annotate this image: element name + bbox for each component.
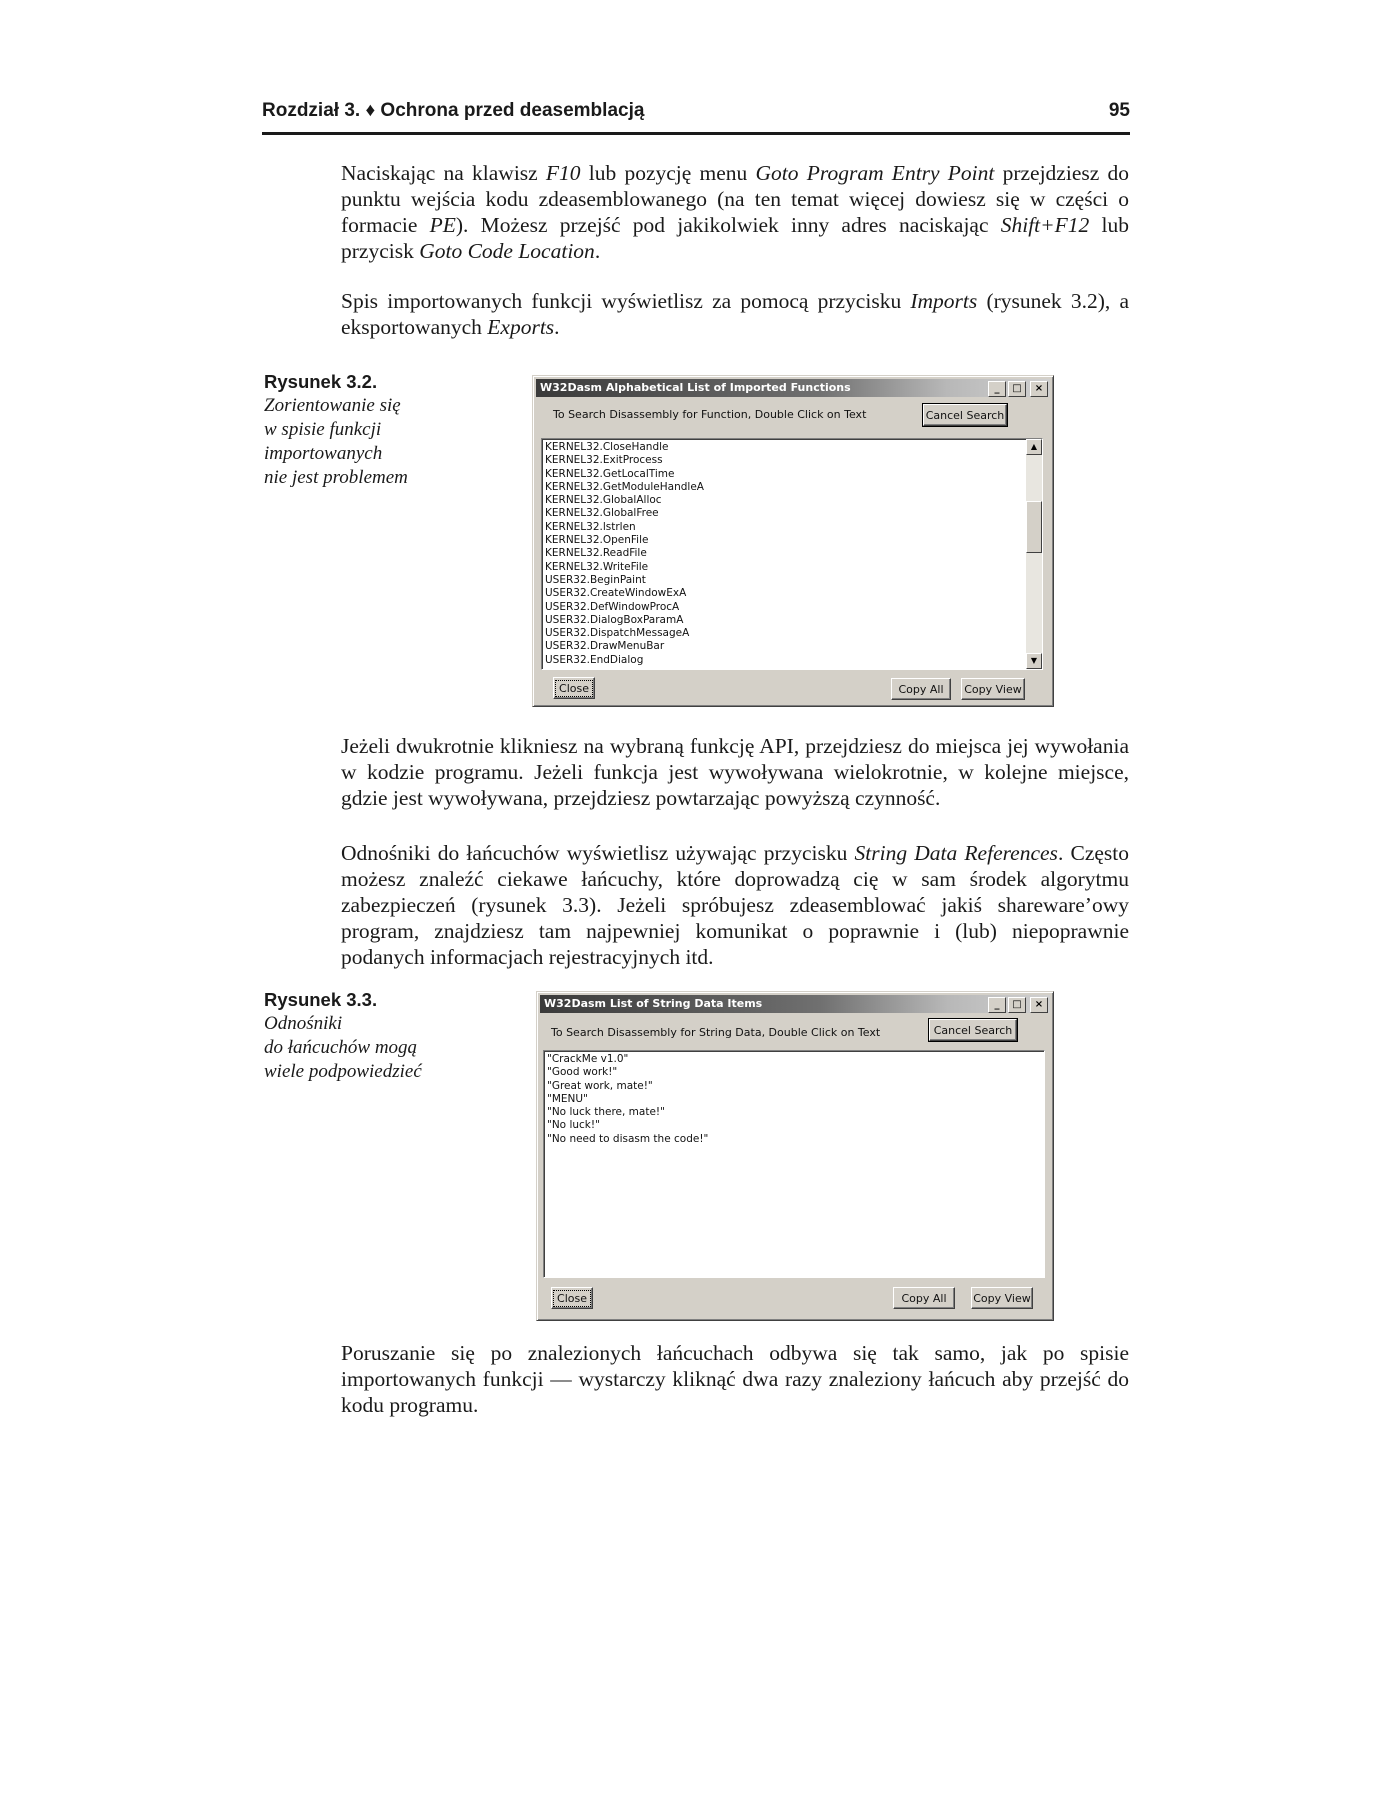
copy-all-label: Copy All: [898, 683, 944, 696]
scroll-thumb[interactable]: [1026, 501, 1042, 553]
copy-view-button[interactable]: [971, 1287, 1033, 1309]
imports-listbox[interactable]: [541, 438, 1043, 670]
paragraph-imports: [341, 288, 1129, 340]
search-hint: To Search Disassembly for Function, Double Click on Text: [553, 408, 867, 421]
emphasized-term: F10: [545, 161, 581, 185]
window-title: W32Dasm Alphabetical List of Imported Functions: [540, 381, 851, 394]
emphasized-term: Goto Program Entry Point: [755, 161, 995, 185]
list-item[interactable]: "No luck there, mate!": [547, 1106, 665, 1119]
window-title: W32Dasm List of String Data Items: [544, 997, 763, 1010]
imports-list: [542, 439, 1042, 667]
paragraph-api-click: [341, 733, 1129, 811]
text-run: Spis importowanych funkcji wyświetlisz za pomocą przycisku: [341, 289, 911, 313]
cancel-search-button[interactable]: [929, 1019, 1017, 1041]
copy-all-button[interactable]: [893, 1287, 955, 1309]
list-item[interactable]: "Great work, mate!": [547, 1079, 653, 1092]
list-item[interactable]: KERNEL32.GetLocalTime: [545, 467, 675, 480]
copy-view-label: Copy View: [973, 1292, 1031, 1305]
text-run: Jeżeli dwukrotnie klikniesz na wybraną funkcję API, przejdziesz do miejsca jej wywołania w kodzie programu. Jeżeli funkcja jest wywoływana wielokrotnie, w kolejne miejsce, gdzie jest wywoływana, przejdziesz powtarzając powyższą czynność.: [341, 734, 1129, 810]
list-item[interactable]: KERNEL32.lstrlen: [545, 520, 636, 533]
text-run: przejdziesz do punktu wejścia kodu zdeasemblowanego (na ten temat więcej dowiesz się w części o formacie: [341, 161, 1129, 237]
text-run: lub pozycję menu: [580, 161, 756, 185]
text-run: . Często możesz znaleźć ciekawe łańcuchy, które doprowadzą cię w sam środek algorytmu zabezpieczeń (rysunek 3.3). Jeżeli spróbujesz zdeasemblować jakiś shareware’owy program, znajdziesz tam najpewniej komunikat o poprawnie i (lub) niepoprawnie podanych informacjach rejestracyjnych itd.: [341, 841, 1129, 969]
list-item[interactable]: "Good work!": [547, 1066, 618, 1079]
close-button[interactable]: [553, 677, 595, 699]
copy-all-button[interactable]: [891, 678, 951, 700]
close-label: Close: [557, 1292, 587, 1305]
scroll-up-arrow-icon[interactable]: ▲: [1026, 439, 1042, 455]
scrollbar[interactable]: [1026, 439, 1042, 669]
string-data-dialog: [536, 991, 1054, 1321]
close-label: Close: [559, 682, 589, 695]
list-item[interactable]: KERNEL32.CloseHandle: [545, 441, 669, 453]
text-run: Naciskając na klawisz: [341, 161, 546, 185]
cancel-search-label: Cancel Search: [933, 1024, 1013, 1037]
list-item[interactable]: USER32.DefWindowProcA: [545, 600, 680, 613]
text-run: Poruszanie się po znalezionych łańcuchach odbywa się tak samo, jak po spisie importowanych funkcji — wystarczy kliknąć dwa razy znaleziony łańcuch aby przejść do kodu programu.: [341, 1341, 1129, 1417]
text-run: ). Możesz przejść pod jakikolwiek inny adres naciskając: [455, 213, 1001, 237]
text-run: Odnośniki do łańcuchów wyświetlisz używając przycisku: [341, 841, 855, 865]
copy-view-button[interactable]: [961, 678, 1025, 700]
list-item[interactable]: KERNEL32.GetModuleHandleA: [545, 480, 704, 493]
list-item[interactable]: USER32.BeginPaint: [545, 573, 646, 586]
paragraph-navigation: [341, 1340, 1129, 1418]
figure-caption-3-2: [264, 370, 454, 490]
list-item[interactable]: "No luck!": [547, 1119, 600, 1132]
titlebar: [540, 995, 1050, 1013]
scroll-down-arrow-icon[interactable]: ▼: [1026, 653, 1042, 669]
close-button[interactable]: [551, 1287, 593, 1309]
list-item[interactable]: "No need to disasm the code!": [547, 1132, 709, 1145]
figure-caption-3-3: [264, 988, 454, 1084]
list-item[interactable]: USER32.CreateWindowExA: [545, 587, 687, 600]
chapter-title: Rozdział 3. ♦ Ochrona przed deasemblacją: [262, 100, 645, 121]
text-run: lub przycisk: [341, 213, 1129, 263]
list-item[interactable]: KERNEL32.ExitProcess: [545, 454, 663, 467]
caption-title: Rysunek 3.2.: [264, 371, 378, 392]
page-header: [262, 96, 1130, 135]
list-item[interactable]: USER32.DispatchMessageA: [545, 627, 690, 640]
list-item[interactable]: "CrackMe v1.0": [547, 1053, 629, 1065]
search-hint: To Search Disassembly for String Data, Double Click on Text: [551, 1026, 881, 1039]
cancel-search-button[interactable]: [923, 404, 1007, 426]
list-item[interactable]: KERNEL32.GlobalFree: [545, 507, 659, 520]
emphasized-term: Shift+F12: [1000, 213, 1090, 237]
list-item[interactable]: USER32.DialogBoxParamA: [545, 613, 684, 626]
minimize-button[interactable]: _: [988, 381, 1006, 397]
close-window-button[interactable]: ×: [1030, 381, 1048, 397]
list-item[interactable]: USER32.EndDialog: [545, 653, 644, 666]
list-item[interactable]: KERNEL32.WriteFile: [545, 560, 649, 573]
list-item[interactable]: "MENU": [547, 1092, 588, 1105]
cancel-search-label: Cancel Search: [925, 409, 1005, 422]
caption-title: Rysunek 3.3.: [264, 989, 378, 1010]
emphasized-term: Exports: [487, 315, 555, 339]
caption-text: Zorientowanie się w spisie funkcji importowanych nie jest problemem: [264, 395, 408, 488]
emphasized-term: PE: [429, 213, 456, 237]
strings-listbox[interactable]: [543, 1050, 1045, 1278]
emphasized-term: String Data References: [854, 841, 1058, 865]
close-window-button[interactable]: ×: [1030, 997, 1048, 1013]
copy-view-label: Copy View: [964, 683, 1022, 696]
copy-all-label: Copy All: [901, 1292, 947, 1305]
strings-list: [544, 1051, 1044, 1146]
text-run: .: [594, 239, 601, 263]
emphasized-term: Goto Code Location: [419, 239, 595, 263]
minimize-button[interactable]: _: [988, 997, 1006, 1013]
caption-text: Odnośniki do łańcuchów mogą wiele podpowiedzieć: [264, 1013, 422, 1082]
imports-dialog: [532, 375, 1054, 707]
paragraph-string-refs: [341, 840, 1129, 970]
maximize-button[interactable]: □: [1008, 997, 1026, 1013]
list-item[interactable]: USER32.DrawMenuBar: [545, 640, 665, 653]
text-run: (rysunek 3.2), a eksportowanych: [341, 289, 1129, 339]
list-item[interactable]: KERNEL32.OpenFile: [545, 534, 649, 547]
list-item[interactable]: KERNEL32.GlobalAlloc: [545, 494, 662, 507]
emphasized-term: Imports: [910, 289, 978, 313]
page-number: 95: [1108, 100, 1130, 121]
maximize-button[interactable]: □: [1008, 381, 1026, 397]
titlebar: [536, 379, 1050, 397]
list-item[interactable]: KERNEL32.ReadFile: [545, 547, 647, 560]
paragraph-entry-point: [341, 160, 1129, 264]
text-run: .: [554, 315, 560, 339]
